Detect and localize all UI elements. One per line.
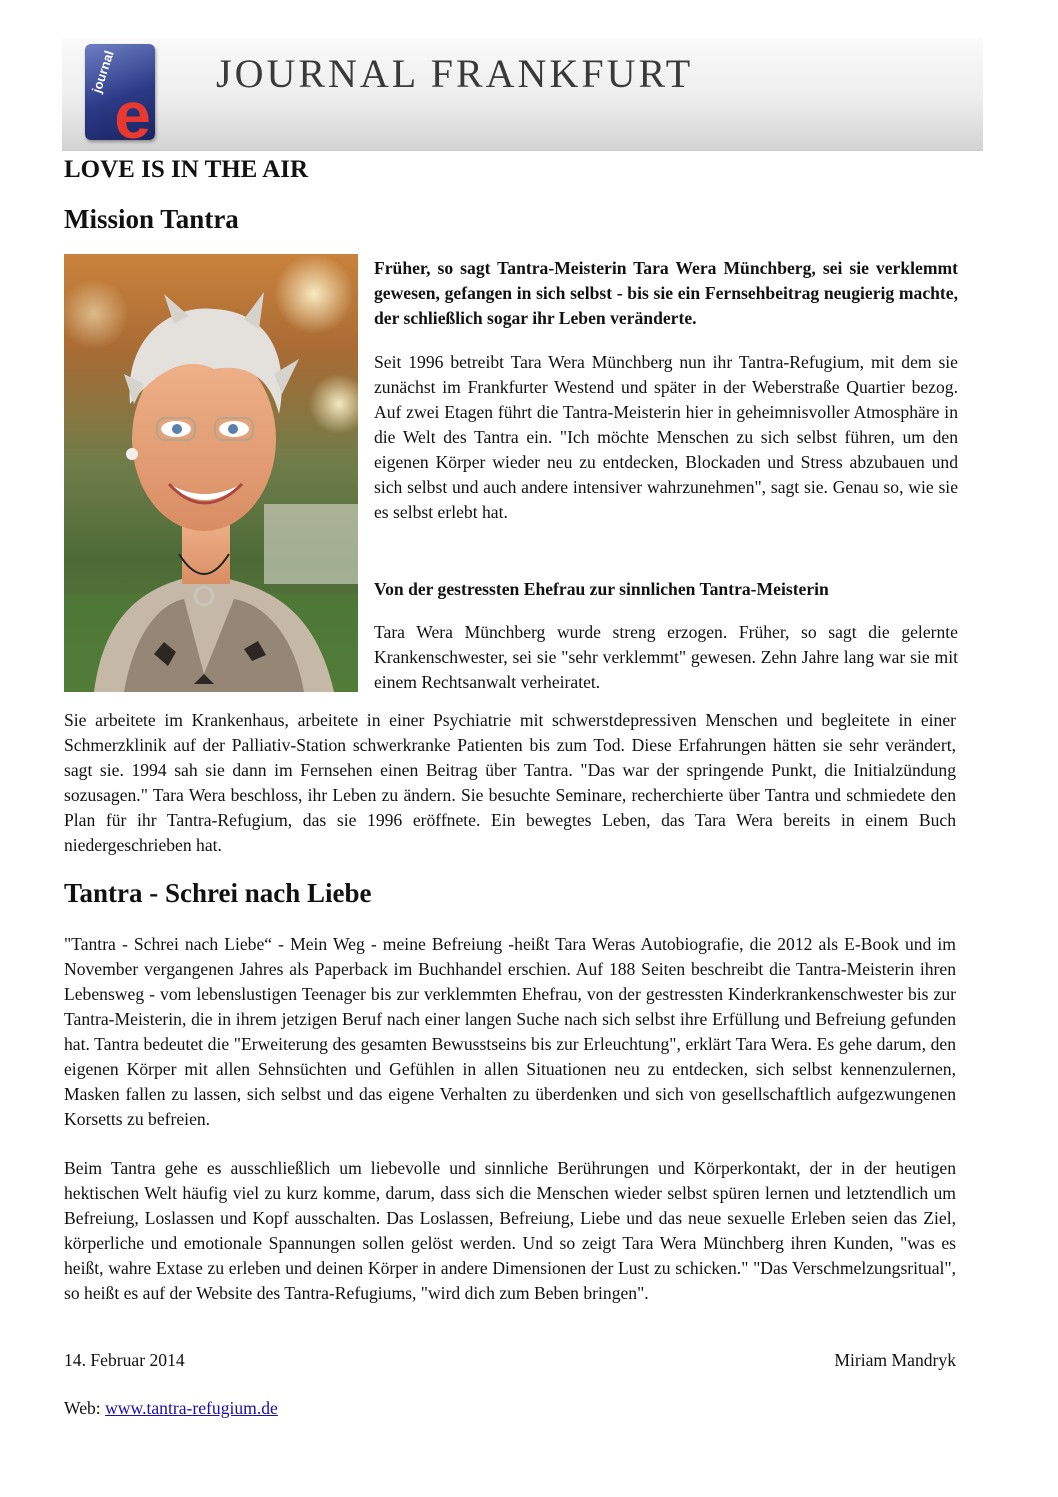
paragraph-4 xyxy=(64,932,956,1132)
paragraph-2-text: Tara Wera Münchberg wurde streng erzogen. Früher, so sagt die gelernte Krankenschwester, sei sie "sehr verklemmt" gewesen. Zehn Jahre lang war sie mit einem Rechtsanwalt verheiratet. xyxy=(374,622,958,692)
paragraph-2 xyxy=(374,620,958,695)
portrait-illustration xyxy=(64,254,358,692)
web-line xyxy=(64,1398,278,1419)
paragraph-5-text: Beim Tantra gehe es ausschließlich um liebevolle und sinnliche Berührungen und Körperkontakt, der in der heutigen hektischen Welt häufig viel zu kurz komme, darum, dass sich die Menschen wieder selbst spüren lernen und letztendlich um Befreiung, Loslassen und Kopf ausschalten. Das Loslassen, Befreiung, Liebe und das neue sexuelle Erleben seien das Ziel, körperliche und emotionale Spannungen sollen gelöst werden. Und so zeigt Tara Wera Münchberg ihren Kunden, "was es heißt, wahre Extase zu erleben und deinen Körper in andere Dimensionen der Lust zu schicken." "Das Verschmelzungsritual", so heißt es auf der Website des Tantra-Refugiums, "wird dich zum Beben bringen". xyxy=(64,1158,956,1303)
section-title: Tantra - Schrei nach Liebe xyxy=(64,878,372,908)
article-title: Mission Tantra xyxy=(64,204,239,234)
paragraph-4-text: "Tantra - Schrei nach Liebe“ - Mein Weg - meine Befreiung -heißt Tara Weras Autobiografie, die 2012 als E-Book und im November vergangenen Jahres als Paperback im Buchhandel erschien. Auf 188 Seiten beschreibt die Tantra-Meisterin ihren Lebensweg - vom lebenslustigen Teenager bis zur verklemmten Ehefrau, von der gestressten Kinderkrankenschwester bis zur Tantra-Meisterin, die in ihrem jetzigen Beruf nach einer langen Suche nach sich selbst ihre Erfüllung und Befreiung gefunden hat. Tantra bedeutet die "Erweiterung des gesamten Bewusstseins bis zur Erleuchtung", erklärt Tara Wera. Es gehe darum, den eigenen Körper mit allen Sehnsüchten und Gefühlen in allen Situationen neu zu entdecken, sich selbst kennenzulernen, Masken fallen zu lassen, sich selbst und das eigene Verhalten zu überdenken und sich von gesellschaftlich aufgezwungenen Korsetts zu befreien. xyxy=(64,934,956,1129)
paragraph-3-text: Sie arbeitete im Krankenhaus, arbeitete in einer Psychiatrie mit schwerstdepressiven Menschen und begleitete in einer Schmerzklinik auf der Palliativ-Station schwerkranke Patienten bis zum Tod. Diese Erfahrungen hätten sie sehr verändert, sagt sie. 1994 sah sie dann im Fernsehen einen Beitrag über Tantra. "Das war der springende Punkt, die Initialzündung sozusagen." Tara Wera beschloss, ihr Leben zu ändern. Sie besuchte Seminare, recherchierte über Tantra und schmiedete den Plan für ihr Tantra-Refugium, das sie 1996 eröffnete. Ein bewegtes Leben, das Tara Wera bereits in einem Buch niedergeschrieben hat. xyxy=(64,710,956,855)
lead-text: Früher, so sagt Tantra-Meisterin Tara Wera Münchberg, sei sie verklemmt gewesen, gefangen in sich selbst - bis sie ein Fernsehbeitrag neugierig machte, der schließlich sogar ihr Leben veränderte. xyxy=(374,258,958,328)
masthead-title: JOURNAL FRANKFURT xyxy=(216,51,694,96)
web-label: Web: xyxy=(64,1398,106,1418)
article-lead xyxy=(374,256,958,331)
portrait-photo xyxy=(64,254,358,692)
logo-letter: e xyxy=(114,78,151,140)
paragraph-1-text: Seit 1996 betreibt Tara Wera Münchberg nun ihr Tantra-Refugium, mit dem sie zunächst im Frankfurter Westend und später in der Weberstraße Quartier bezog. Auf zwei Etagen führt die Tantra-Meisterin hier in geheimnisvoller Atmosphäre in die Welt des Tantra ein. "Ich möchte Menschen zu sich selbst führen, um den eigenen Körper wieder neu zu entdecken, Blockaden und Stress abzubauen und sich selbst und auch andere intensiver wahrzunehmen", sagt sie. Genau so, wie sie es selbst erlebt hat. xyxy=(374,352,958,522)
journal-logo[interactable] xyxy=(85,44,155,140)
paragraph-1 xyxy=(374,350,958,525)
website-link[interactable]: www.tantra-refugium.de xyxy=(105,1398,278,1418)
paragraph-5 xyxy=(64,1156,956,1306)
subheading: Von der gestressten Ehefrau zur sinnlichen Tantra-Meisterin xyxy=(374,579,829,599)
logo-text: journal xyxy=(89,48,117,95)
article-kicker: LOVE IS IN THE AIR xyxy=(64,156,309,183)
paragraph-3 xyxy=(64,708,956,858)
publication-date: 14. Februar 2014 xyxy=(64,1350,185,1370)
author-name: Miriam Mandryk xyxy=(834,1350,956,1370)
